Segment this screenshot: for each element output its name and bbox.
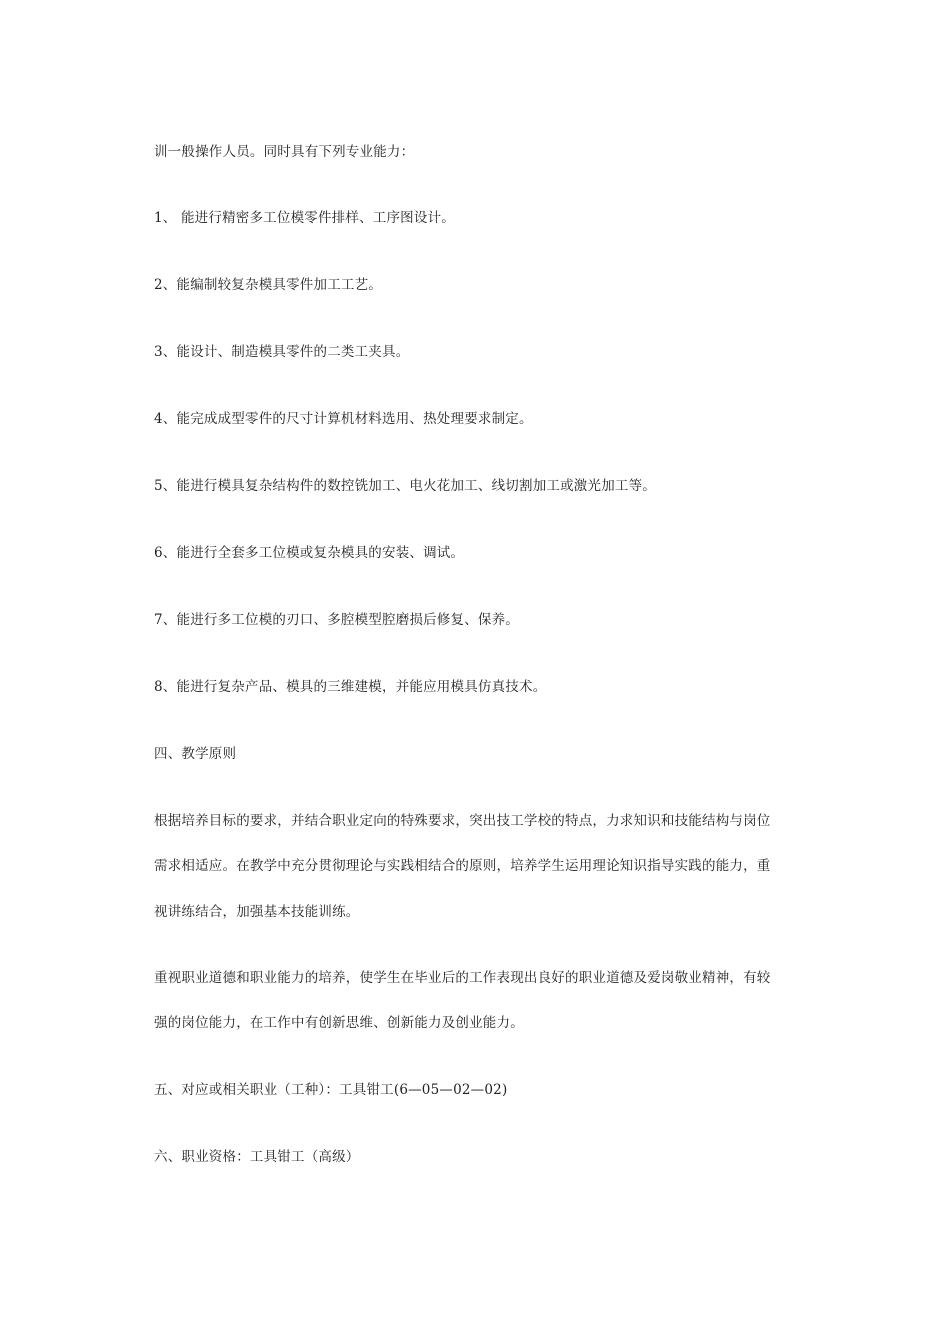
section-heading-teaching-principles: 四、教学原则 — [154, 746, 237, 762]
ability-item-8: 8、能进行复杂产品、模具的三维建模，并能应用模具仿真技术。 — [154, 679, 547, 695]
ability-item-7: 7、能进行多工位模的刃口、多腔模型腔磨损后修复、保养。 — [154, 612, 519, 628]
paragraph-line: 强的岗位能力，在工作中有创新思维、创新能力及创业能力。 — [154, 1015, 524, 1031]
ability-item-4: 4、能完成成型零件的尺寸计算机材料选用、热处理要求制定。 — [154, 411, 533, 427]
paragraph-line: 重视职业道德和职业能力的培养，使学生在毕业后的工作表现出良好的职业道德及爱岗敬业精神，有较 — [154, 970, 771, 986]
ability-item-3: 3、能设计、制造模具零件的二类工夹具。 — [154, 344, 410, 360]
paragraph-line: 视讲练结合，加强基本技能训练。 — [154, 904, 360, 920]
intro-text: 训一般操作人员。同时具有下列专业能力： — [154, 144, 415, 160]
ability-item-6: 6、能进行全套多工位模或复杂模具的安装、调试。 — [154, 545, 465, 561]
paragraph-line: 根据培养目标的要求，并结合职业定向的特殊要求，突出技工学校的特点，力求知识和技能结构与岗位 — [154, 813, 771, 829]
section-heading-qualification: 六、职业资格：工具钳工（高级） — [154, 1149, 360, 1165]
ability-item-1: 1、 能进行精密多工位模零件排样、工序图设计。 — [154, 210, 455, 226]
ability-item-2: 2、能编制较复杂模具零件加工工艺。 — [154, 277, 382, 293]
paragraph-line: 需求相适应。在教学中充分贯彻理论与实践相结合的原则，培养学生运用理论知识指导实践的能力，重 — [154, 858, 771, 874]
section-heading-related-occupation: 五、对应或相关职业（工种）：工具钳工(6—05—02—02) — [154, 1082, 508, 1098]
ability-item-5: 5、能进行模具复杂结构件的数控铣加工、电火花加工、线切割加工或激光加工等。 — [154, 478, 656, 494]
